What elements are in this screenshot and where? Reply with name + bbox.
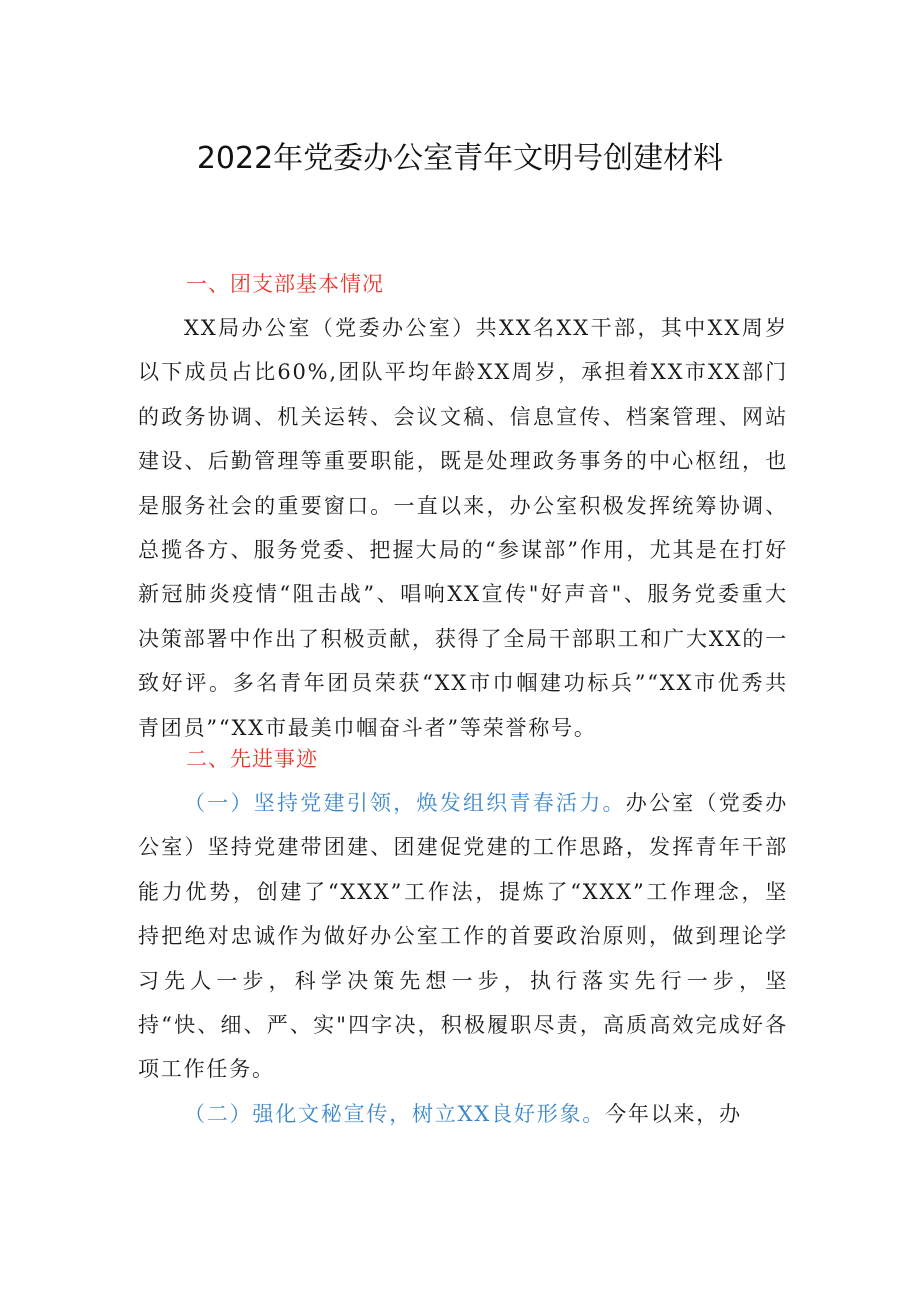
paragraph-party-building — [138, 781, 788, 1092]
paragraph-basic-info — [138, 306, 788, 750]
paragraph-body: 办公室（党委办公室）坚持党建带团建、团建促党建的工作思路，发挥青年干部能力优势，创建了“XXX”工作法，提炼了“XXX”工作理念，坚持把绝对忠诚作为做好办公室工作的首要政治原则，做到理论学习先人一步，科学决策先想一步，执行落实先行一步，坚持“快、细、严、实"四字决，积极履职尽责，高质高效完成好各项工作任务。 — [138, 791, 788, 1082]
paragraph-body: XX局办公室（党委办公室）共XX名XX干部，其中XX周岁以下成员占比60%,团队平均年龄XX周岁，承担着XX市XX部门的政务协调、机关运转、会议文稿、信息宣传、档案管理、网站建设、后勤管理等重要职能，既是处理政务事务的中心枢纽，也是服务社会的重要窗口。一直以来，办公室积极发挥统筹协调、总揽各方、服务党委、把握大局的“参谋部”作用，尤其是在打好新冠肺炎疫情“阻击战”、唱响XX宣传"好声音"、服务党委重大决策部署中作出了积极贡献，获得了全局干部职工和广大XX的一致好评。多名青年团员荣获“XX市巾帼建功标兵”“XX市优秀共青团员”“XX市最美巾帼奋斗者”等荣誉称号。 — [138, 316, 788, 740]
paragraph-lead-sentence: （二）强化文秘宣传，树立XX良好形象。 — [184, 1102, 606, 1126]
paragraph-publicity — [138, 1092, 788, 1136]
paragraph-lead-sentence: （一）坚持党建引领，焕发组织青春活力。 — [184, 791, 626, 815]
paragraph-body: 今年以来，办 — [605, 1102, 742, 1126]
document-title: 2022年党委办公室青年文明号创建材料 — [196, 141, 724, 176]
section-heading-basic-info: 一、团支部基本情况 — [186, 272, 384, 296]
section-heading-achievements: 二、先进事迹 — [186, 747, 318, 771]
